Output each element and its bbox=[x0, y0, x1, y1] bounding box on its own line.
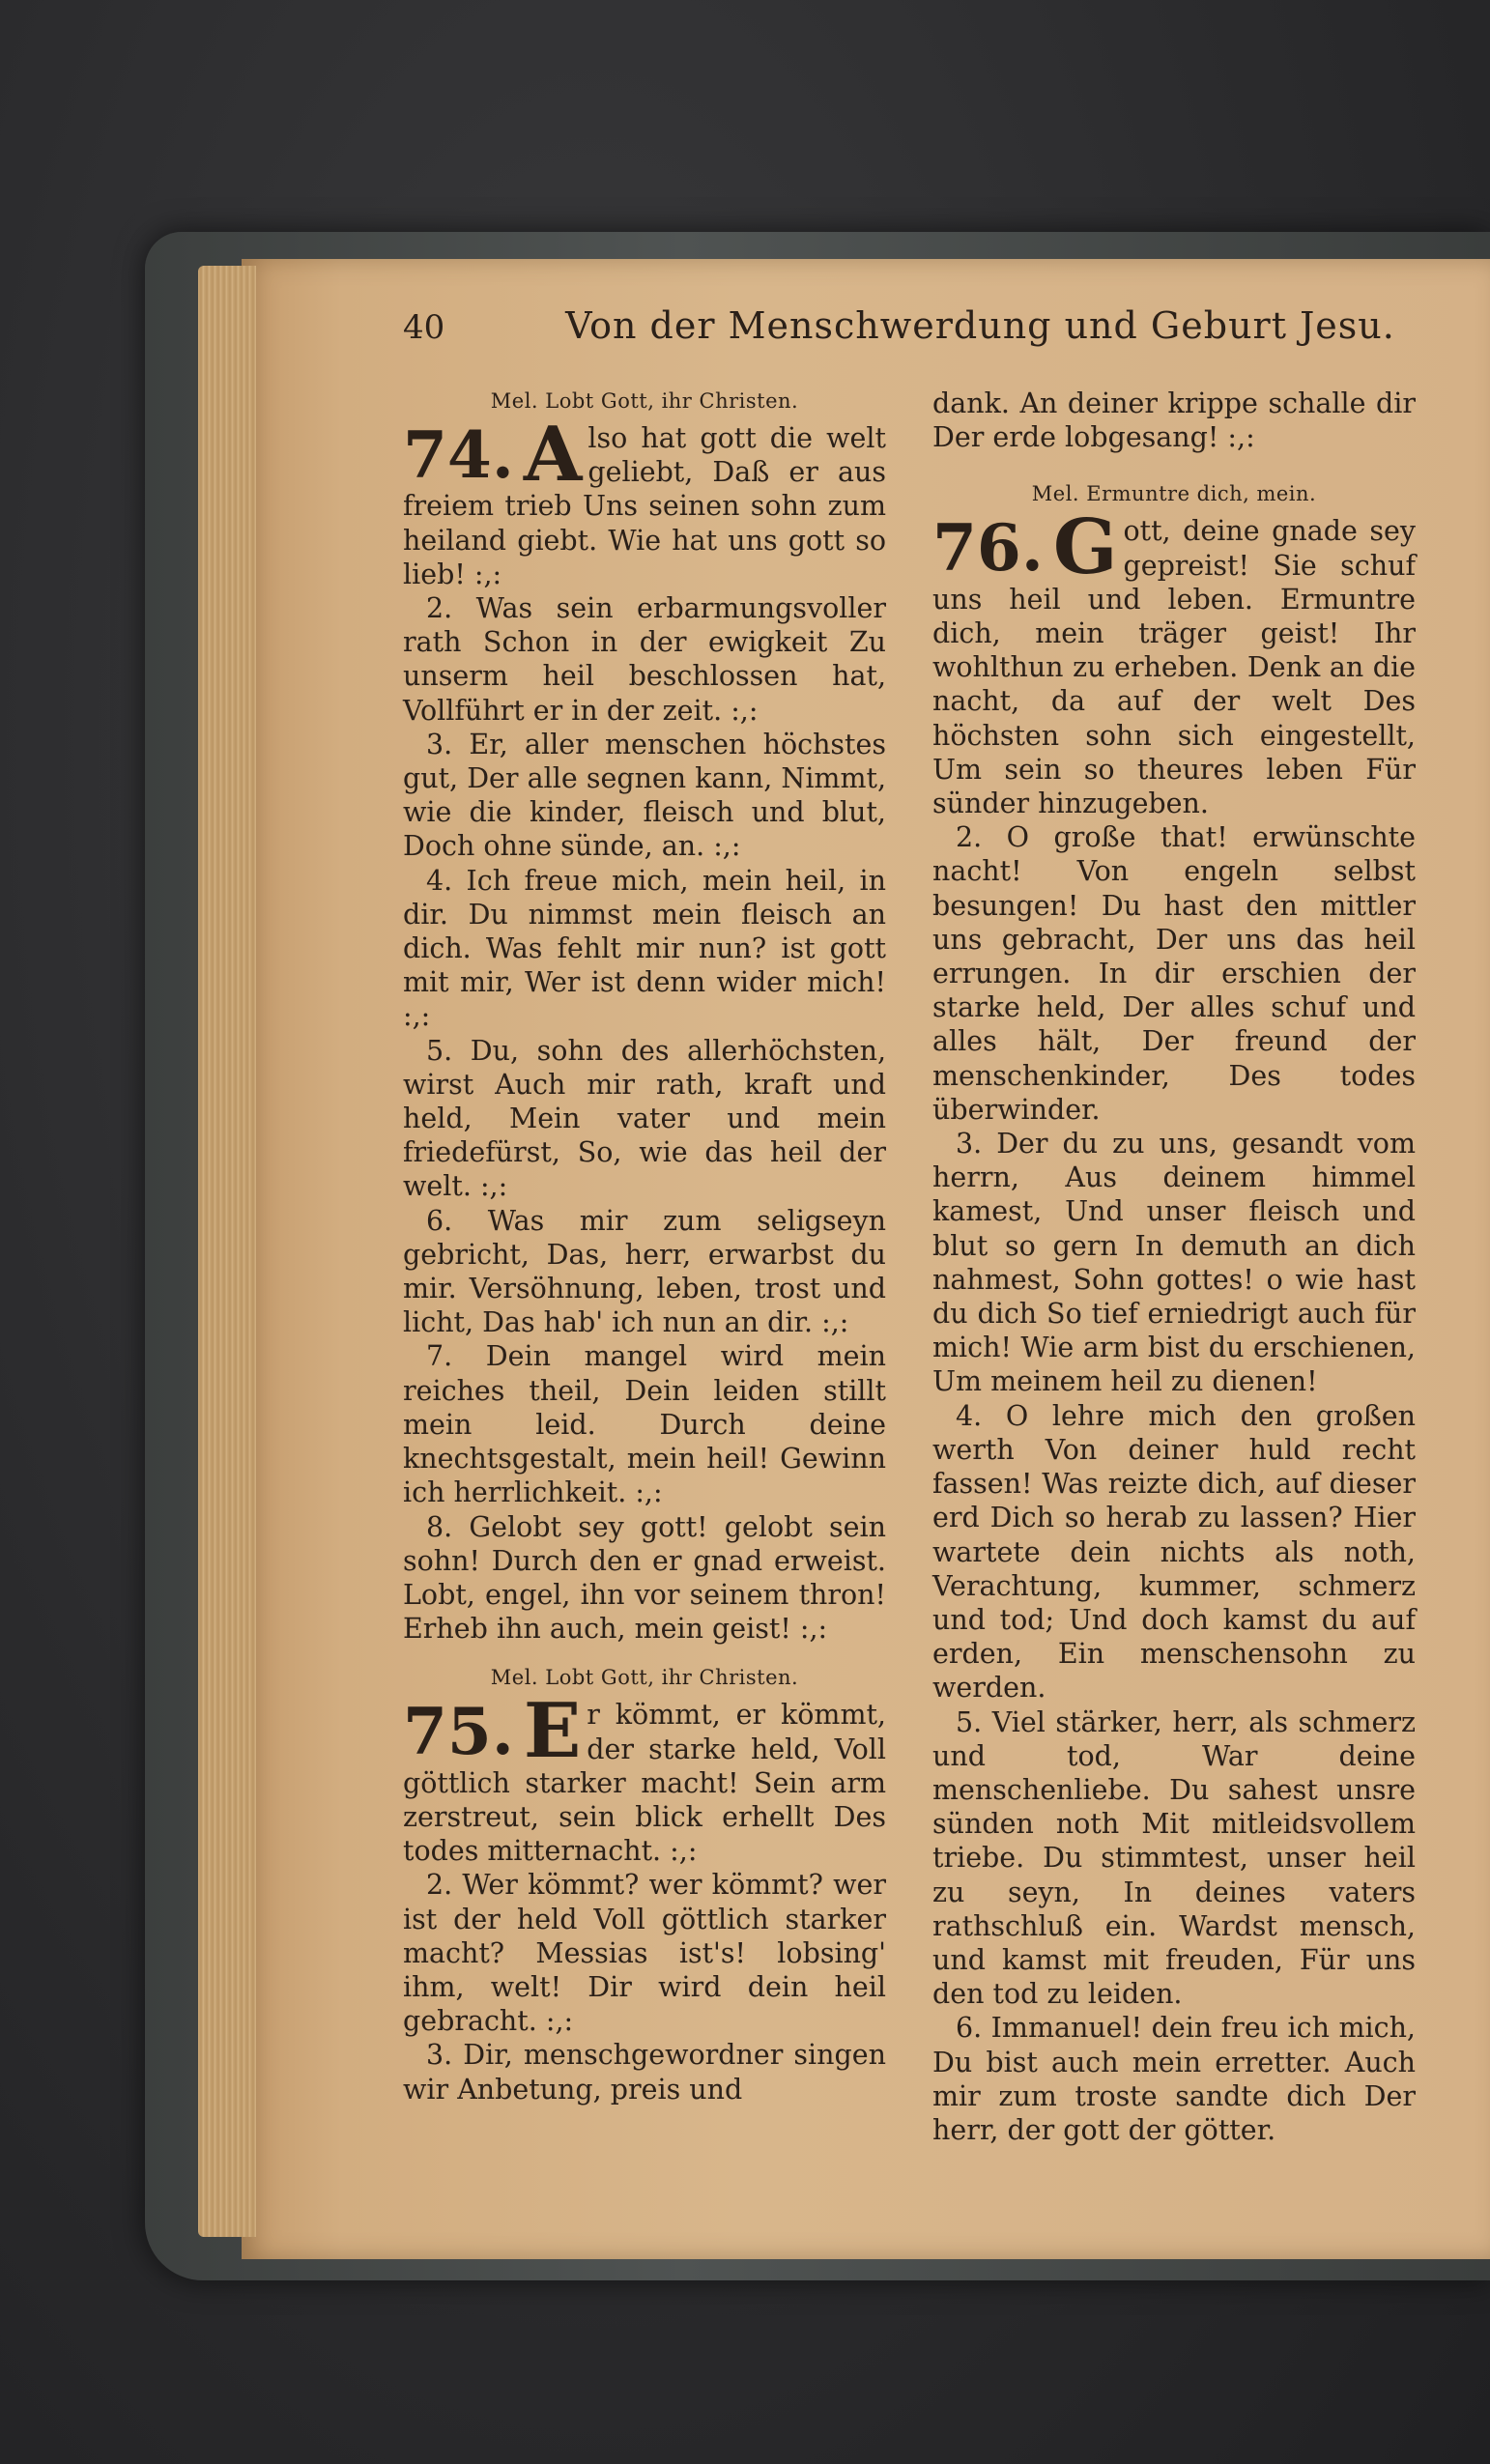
hymn-74-stanza: 6. Was mir zum seligseyn gebricht, Das, herr, erwarbst du mir. Versöhnung, leben, trost und licht, Das hab' ich nun an dir. :,: bbox=[403, 1204, 886, 1339]
hymn-74-stanza: 5. Du, sohn des allerhöchsten, wirst Auch mir rath, kraft und held, Mein vater und mein friedefürst, So, wie das heil der welt. :,: bbox=[403, 1034, 886, 1203]
hymn-76-initial: G bbox=[1052, 503, 1118, 592]
page-content bbox=[403, 304, 1427, 2146]
hymn-76-stanza: 2. O große that! erwünschte nacht! Von engeln selbst besungen! Du hast den mittler uns gebracht, Der uns das heil errungen. In dir erschien der starke held, Der alles schuf und alles hält, Der freund der menschenkinder, Des todes überwinder. bbox=[932, 821, 1416, 1126]
hymn-75-number: 75. bbox=[403, 1694, 514, 1770]
page-number: 40 bbox=[403, 308, 445, 347]
hymn-76 bbox=[932, 479, 1416, 2147]
hymn-75-melody: Mel. Lobt Gott, ihr Christen. bbox=[490, 1666, 799, 1690]
hymn-74-stanza: 3. Er, aller menschen höchstes gut, Der alle segnen kann, Nimmt, wie die kinder, fleisch und blut, Doch ohne sünde, an. :,: bbox=[403, 728, 886, 863]
hymn-74-stanza: 7. Dein mangel wird mein reiches theil, Dein leiden stillt mein leid. Durch deine knechtsgestalt, mein heil! Gewinn ich herrlichkeit. :,: bbox=[403, 1340, 886, 1509]
right-column bbox=[932, 387, 1416, 2164]
hymn-74-first-stanza bbox=[403, 411, 886, 591]
hymn-76-number: 76. bbox=[932, 510, 1044, 587]
hymn-75-first-stanza bbox=[403, 1687, 886, 1868]
hymn-74-opening: lso hat gott die welt geliebt, Daß er aus freiem trieb Uns seinen sohn zum heiland giebt. Wie hat uns gott so lieb! :,: bbox=[403, 422, 886, 590]
hymn-75-stanza: 2. Wer kömmt? wer kömmt? wer ist der held Voll göttlich starker macht? Messias ist's! lobsing' ihm, welt! Dir wird dein heil gebracht. :,: bbox=[403, 1869, 886, 2038]
hymn-75-carryover: dank. An deiner krippe schalle dir Der erde lobgesang! :,: bbox=[932, 387, 1416, 454]
hymn-76-first-stanza bbox=[932, 503, 1416, 820]
hymn-76-stanza: 4. O lehre mich den großen werth Von deiner huld recht fassen! Was reizte dich, auf dieser erd Dich so herab zu lassen? Hier wartete dein nichts als noth, Verachtung, kummer, schmerz und tod; Und doch kamst du auf erden, Ein menschensohn zu werden. bbox=[932, 1399, 1416, 1705]
running-head bbox=[403, 304, 1427, 362]
hymn-74-initial: A bbox=[523, 411, 583, 499]
hymn-75-opening: r kömmt, er kömmt, der starke held, Voll göttlich starker macht! Sein arm zerstreut, sein blick erhellt Des todes mitternacht. :,: bbox=[403, 1699, 886, 1868]
hymn-76-stanza: 6. Immanuel! dein freu ich mich, Du bist auch mein erretter. Auch mir zum troste sandte dich Der herr, der gott der götter. bbox=[932, 2012, 1416, 2146]
hymn-74-stanza: 4. Ich freue mich, mein heil, in dir. Du nimmst mein fleisch an dich. Was fehlt mir nun? ist gott mit mir, Wer ist denn wider mich! :,: bbox=[403, 864, 886, 1033]
hymn-74-melody: Mel. Lobt Gott, ihr Christen. bbox=[490, 389, 799, 413]
hymn-76-stanza: 5. Viel stärker, herr, als schmerz und tod, War deine menschenliebe. Du sahest unsre sünden noth Mit mitleidsvollem triebe. Du stimmtest, unser heil zu seyn, In deines vaters rathschluß ein. Wardst mensch, und kamst mit freuden, Für uns den tod zu leiden. bbox=[932, 1705, 1416, 2011]
left-column bbox=[403, 387, 886, 2124]
hymn-76-melody: Mel. Ermuntre dich, mein. bbox=[1031, 482, 1317, 506]
hymn-76-opening: ott, deine gnade sey gepreist! Sie schuf uns heil und leben. Ermuntre dich, mein träger geist! Ihr wohlthun zu erheben. Denk an die nacht, da auf der welt Des höchsten sohn sich eingestellt, Um sein so theures leben Für sünder hinzugeben. bbox=[932, 515, 1416, 820]
hymn-74-stanza: 2. Was sein erbarmungsvoller rath Schon in der ewigkeit Zu unserm heil beschlossen hat, Vollführt er in der zeit. :,: bbox=[403, 592, 886, 727]
page-edges bbox=[198, 266, 256, 2237]
hymn-76-stanza: 3. Der du zu uns, gesandt vom herrn, Aus deinem himmel kamest, Und unser fleisch und blut so gern In demuth an dich nahmest, Sohn gottes! o wie hast du dich So tief erniedrigt auch für mich! Wie arm bist du erschienen, Um meinem heil zu dienen! bbox=[932, 1128, 1416, 1398]
hymn-74 bbox=[403, 387, 886, 1646]
hymn-75-initial: E bbox=[523, 1687, 582, 1776]
hymn-74-number: 74. bbox=[403, 417, 514, 493]
running-title: Von der Menschwerdung und Geburt Jesu. bbox=[565, 304, 1395, 347]
hymn-75-stanza: 3. Dir, menschgewordner singen wir Anbetung, preis und bbox=[403, 2039, 886, 2106]
hymn-75 bbox=[403, 1663, 886, 2106]
hymn-74-stanza: 8. Gelobt sey gott! gelobt sein sohn! Durch den er gnad erweist. Lobt, engel, ihn vor seinem thron! Erheb ihn auch, mein geist! :,: bbox=[403, 1510, 886, 1646]
